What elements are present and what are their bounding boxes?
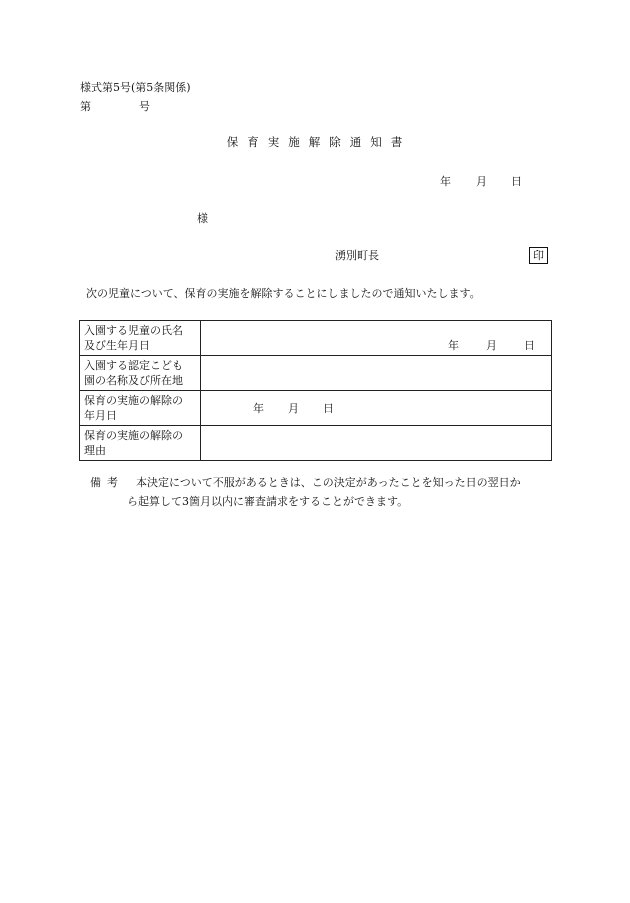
row-label xyxy=(80,321,201,356)
issuer-name: 湧別町長 xyxy=(335,249,379,262)
info-table xyxy=(79,320,552,461)
form-number: 様式第5号(第5条関係) xyxy=(80,81,191,94)
row-label xyxy=(80,356,201,391)
row-label xyxy=(80,391,201,426)
intro-text: 次の児童について、保育の実施を解除することにしましたので通知いたします。 xyxy=(86,287,481,300)
facility-name-address-cell[interactable] xyxy=(201,356,552,391)
birthdate-placeholder xyxy=(448,338,535,353)
seal-box: 印 xyxy=(529,247,548,264)
cancellation-date-year: 年 xyxy=(253,402,264,415)
remarks-text-line2: ら起算して3箇月以内に審査請求をすることができます。 xyxy=(127,495,409,508)
issue-date-day: 日 xyxy=(511,175,522,188)
birthdate-day: 日 xyxy=(524,339,535,352)
row-label-line: 及び生年月日 xyxy=(84,339,150,352)
table-row xyxy=(80,356,552,391)
table-row xyxy=(80,391,552,426)
issue-date-month: 月 xyxy=(476,175,487,188)
birthdate-month: 月 xyxy=(486,339,497,352)
row-label xyxy=(80,426,201,461)
table-row xyxy=(80,426,552,461)
birthdate-year: 年 xyxy=(448,339,459,352)
cancellation-date-day: 日 xyxy=(323,402,334,415)
row-label-line: 園の名称及び所在地 xyxy=(84,374,183,387)
row-label-line: 入園する児童の氏名 xyxy=(84,324,183,337)
addressee-honorific: 様 xyxy=(197,212,208,225)
document-title: 保育実施解除通知書 xyxy=(226,135,412,149)
cancellation-date-month: 月 xyxy=(288,402,299,415)
child-name-birthdate-cell[interactable] xyxy=(201,321,552,356)
cancellation-date-placeholder xyxy=(253,401,334,416)
document-number-suffix: 号 xyxy=(139,100,150,113)
remarks-text-line1: 本決定について不服があるときは、この決定があったことを知った日の翌日か xyxy=(136,476,521,489)
cancellation-reason-cell[interactable] xyxy=(201,426,552,461)
row-label-line: 理由 xyxy=(84,444,106,457)
remarks-label: 備考 xyxy=(90,476,124,489)
row-label-line: 年月日 xyxy=(84,409,117,422)
document-number-label: 第 xyxy=(80,100,91,113)
row-label-line: 保育の実施の解除の xyxy=(84,429,183,442)
table-row xyxy=(80,321,552,356)
row-label-line: 保育の実施の解除の xyxy=(84,394,183,407)
cancellation-date-cell[interactable] xyxy=(201,391,552,426)
row-label-line: 入園する認定こども xyxy=(84,359,183,372)
issue-date-year: 年 xyxy=(440,175,451,188)
